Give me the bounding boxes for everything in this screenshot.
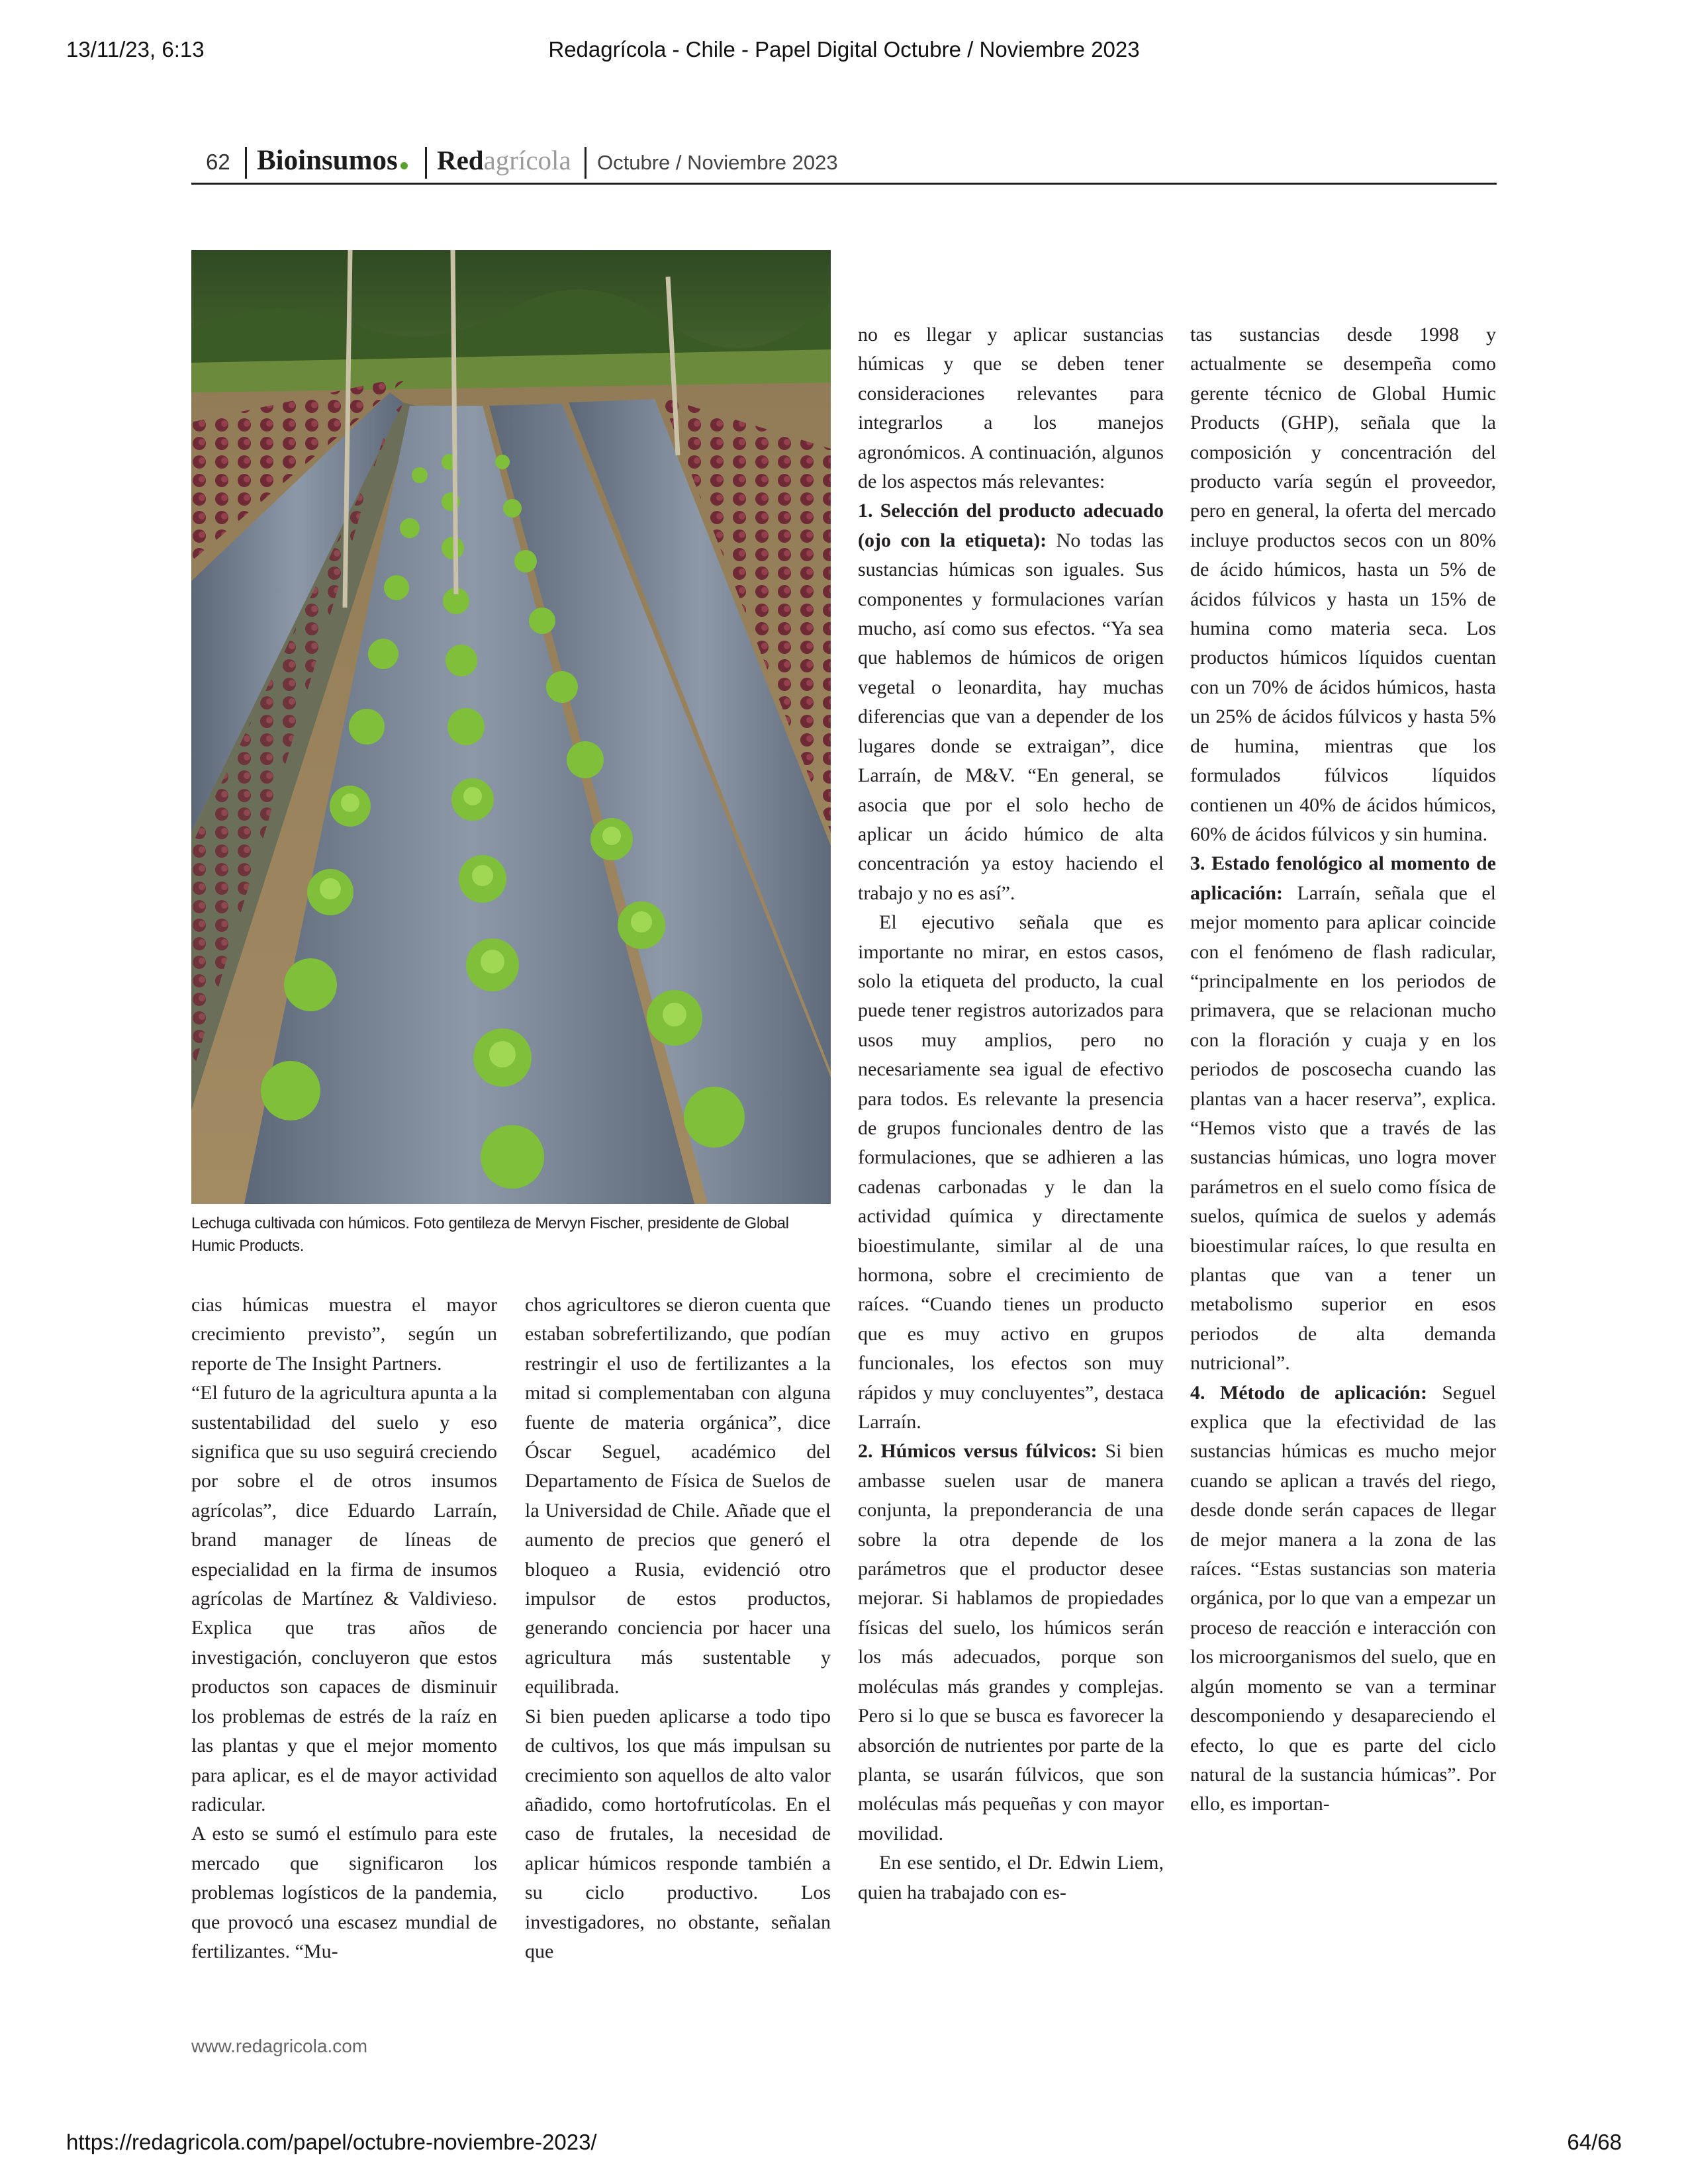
masthead-divider	[425, 147, 427, 179]
paragraph: tas sustancias desde 1998 y actualmente se desempeña como gerente técnico de Global Humic Products (GHP), señala que la composición y concentración del producto varía según el proveedor, pero en general, la oferta del mercado incluye productos secos con un 80% de ácido húmicos, hasta un 5% de ácidos fúlvicos y hasta un 15% de humina como materia seca. Los productos húmicos líquidos cuentan con un 70% de ácidos húmicos, hasta un 25% de ácidos fúlvicos y hasta 5% de humina, mientras que los formulados fúlvicos líquidos contienen un 40% de ácidos húmicos, 60% de ácidos fúlvicos y sin humina.	[1190, 324, 1496, 845]
article-column-3	[858, 320, 1164, 1907]
paragraph	[1190, 1379, 1496, 1819]
paragraph: cias húmicas muestra el mayor crecimiento previsto”, según un reporte de The Insight Partners.	[191, 1294, 497, 1375]
brand-logo-agricola: agrícola	[483, 145, 571, 175]
masthead	[191, 142, 1497, 185]
brand-logo-red: Red	[437, 145, 484, 175]
section-dot-icon	[400, 162, 408, 169]
subheading: 1. Selección del producto adecuado (ojo con la etiqueta):	[858, 500, 1164, 551]
section-label	[257, 144, 408, 177]
print-datetime: 13/11/23, 6:13	[66, 37, 205, 62]
masthead-divider	[245, 147, 247, 179]
footer-website: www.redagricola.com	[191, 2036, 368, 2056]
paragraph: El ejecutivo señala que es importante no mirar, en estos casos, solo la etiqueta del producto, la cual puede tener registros autorizados para usos muy amplios, pero no necesariamente sea igual de efectivo para todos. Es relevante la presencia de grupos funcionales dentro de las formulaciones, que se adhieren a las cadenas carbonadas y le dan la actividad química y directamente bioestimulante, similar al de una hormona, sobre el crecimiento de raíces. “Cuando tienes un producto que es muy activo en grupos funcionales, los efectos son muy rápidos y muy concluyentes”, destaca Larraín.	[858, 911, 1164, 1433]
paragraph	[858, 496, 1164, 908]
subheading: 2. Húmicos versus fúlvicos:	[858, 1440, 1098, 1463]
document-title: Redagrícola - Chile - Papel Digital Octubre / Noviembre 2023	[548, 37, 1140, 62]
paragraph-text: No todas las sustancias húmicas son iguales. Sus componentes y formulaciones varían mucho, así como sus efectos. “Ya sea que hablemos de húmicos de origen vegetal o leonardita, hay muchas diferencias que van a depender de los lugares donde se extraigan”, dice Larraín, de M&V. “En general, se asocia que por el solo hecho de aplicar un ácido húmico de alta concentración ya estoy haciendo el trabajo y no es así”.	[858, 529, 1164, 904]
paragraph	[858, 1437, 1164, 1848]
lettuce-field-photo	[191, 250, 831, 1204]
paragraph: “El futuro de la agricultura apunta a la sustentabilidad del suelo y eso significa que su uso seguirá creciendo por sobre el de otros insumos agrícolas”, dice Eduardo Larraín, brand manager de líneas de especialidad en la firma de insumos agrícolas de Martínez & Valdivieso. Explica que tras años de investigación, concluyeron que estos productos son capaces de disminuir los problemas de estrés de la raíz en las plantas y que el mejor momento para aplicar, es el de mayor actividad radicular.	[191, 1382, 497, 1815]
photo-caption: Lechuga cultivada con húmicos. Foto gentileza de Mervyn Fischer, presidente de Global Humic Products.	[191, 1214, 789, 1255]
brand-logo	[437, 144, 571, 176]
article-column-2	[525, 1291, 831, 1966]
article-column-1	[191, 1291, 497, 1966]
subheading: 3. Estado fenológico al momento de aplicación:	[1190, 852, 1496, 904]
paragraph: chos agricultores se dieron cuenta que estaban sobrefertilizando, que podían restringir el uso de fertilizantes a la mitad si complementaban con alguna fuente de materia orgánica”, dice Óscar Seguel, académico del Departamento de Física de Suelos de la Universidad de Chile. Añade que el aumento de precios que generó el bloqueo a Rusia, evidenció otro impulsor de estos productos, generando conciencia por hacer una agricultura más sustentable y equilibrada.	[525, 1294, 831, 1698]
paragraph: Si bien pueden aplicarse a todo tipo de cultivos, los que más impulsan su crecimiento son aquellos de alto valor añadido, como hortofrutícolas. En el caso de frutales, la necesidad de aplicar húmicos responde también a su ciclo productivo. Los investigadores, no obstante, señalan que	[525, 1705, 831, 1962]
paragraph: En ese sentido, el Dr. Edwin Liem, quien ha trabajado con es-	[858, 1852, 1164, 1903]
page-number: 62	[206, 150, 230, 174]
paragraph-text: Seguel explica que la efectividad de las sustancias húmicas es mucho mejor cuando se aplican a través del riego, desde donde serán capaces de llegar de mejor manera a la zona de las raíces. “Estas sustancias son materia orgánica, por lo que van a empezar un proceso de reacción e interacción con los microorganismos del suelo, que en algún momento se van a terminar descomponiendo y desapareciendo el efecto, lo que es parte del ciclo natural de la sustancia húmicas”. Por ello, es importan-	[1190, 1381, 1496, 1815]
masthead-divider	[585, 147, 586, 179]
print-url: https://redagricola.com/papel/octubre-noviembre-2023/	[66, 2130, 597, 2154]
subheading: 4. Método de aplicación:	[1190, 1381, 1427, 1404]
issue-date: Octubre / Noviembre 2023	[597, 151, 838, 174]
article-column-4	[1190, 320, 1496, 1819]
paragraph-text: Si bien ambasse suelen usar de manera conjunta, la preponderancia de una sobre la otra depende de los parámetros que el productor desee mejorar. Si hablamos de propiedades físicas del suelo, los húmicos serán los más adecuados, porque son moléculas más grandes y complejas. Pero si lo que se busca es favorecer la absorción de nutrientes por parte de la planta, se usarán fúlvicos, que son moléculas más pequeñas y con mayor movilidad.	[858, 1440, 1164, 1844]
paragraph-text: Larraín, señala que el mejor momento para aplicar coincide con el fenómeno de flash radicular, “principalmente en los periodos de primavera, que se relacionan mucho con la floración y cuaja y en los periodos de poscosecha cuando las plantas van a hacer reserva”, explica. “Hemos visto que a través de las sustancias húmicas, uno logra mover parámetros en el suelo como física de suelos, química de suelos y además bioestimular raíces, lo que resulta en plantas que van a tener un metabolismo superior en esos periodos de alta demanda nutricional”.	[1190, 882, 1496, 1375]
section-name: Bioinsumos	[257, 145, 398, 176]
paragraph: no es llegar y aplicar sustancias húmicas y que se deben tener consideraciones relevantes para integrarlos a los manejos agronómicos. A continuación, algunos de los aspectos más relevantes:	[858, 324, 1164, 493]
paragraph: A esto se sumó el estímulo para este mercado que significaron los problemas logísticos de la pandemia, que provocó una escasez mundial de fertilizantes. “Mu-	[191, 1823, 497, 1962]
paragraph	[1190, 849, 1496, 1378]
print-page-indicator: 64/68	[1567, 2130, 1622, 2154]
